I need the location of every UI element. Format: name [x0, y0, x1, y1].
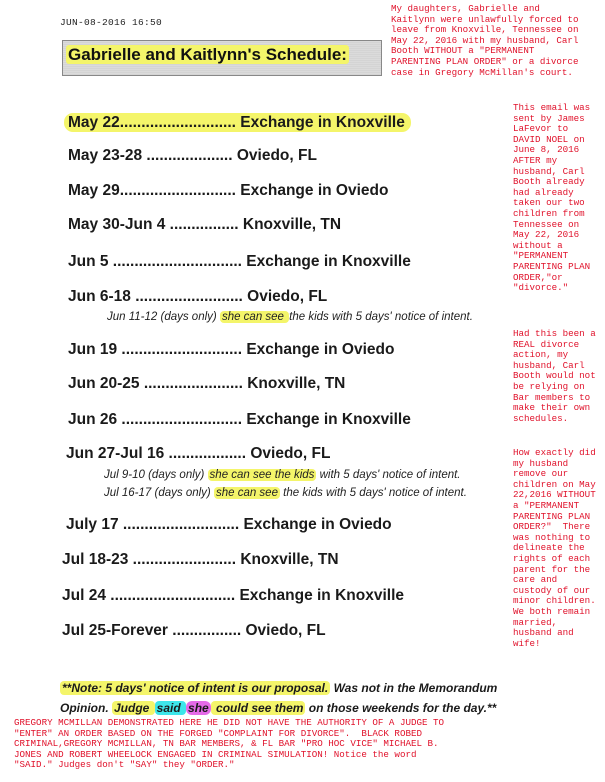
schedule-row: July 17 ........................... Exchange in Oviedo [66, 516, 392, 533]
schedule-row: Jun 20-25 ....................... Knoxville, TN [68, 375, 346, 392]
fax-header: JUN-08-2016 16:50 [60, 17, 163, 28]
schedule-row: Jun 5 .............................. Exchange in Knoxville [68, 253, 411, 270]
schedule-row: Jun 6-18 ......................... Oviedo, FL [68, 288, 328, 305]
schedule-row: Jun 26 ............................ Exchange in Knoxville [68, 411, 411, 428]
schedule-row: Jul 24 ............................. Exchange in Knoxville [62, 587, 404, 604]
schedule-row-highlight: May 22........................... Exchange in Knoxville [64, 113, 411, 132]
schedule-row: Jul 18-23 ........................ Knoxville, TN [62, 551, 339, 568]
annotation-bottom: GREGORY MCMILLAN DEMONSTRATED HERE HE DID NOT HAVE THE AUTHORITY OF A JUDGE TO "ENTER" AN ORDER BASED ON THE FORGED "COMPLAINT FOR DIVORCE". BLACK ROBED CRIMINAL,GREGORY MCMILLAN, TN BAR MEMBERS, & FL BAR "PRO HOC VICE" MICHAEL B. JONES AND ROBERT WHEELOCK ENGAGED IN CRIMINAL SIMULATION! Notice the word "SAID." Judges don't "SAY" they "ORDER." [14, 717, 445, 771]
schedule-note: Jul 16-17 (days only) she can see the kids with 5 days' notice of intent. [104, 487, 467, 499]
footnote-line-1: **Note: 5 days' notice of intent is our proposal. Was not in the Memorandum [62, 681, 498, 695]
annotation-side-3: How exactly did my husband remove our children on May 22,2016 WITHOUT a "PERMANENT PARENTING PLAN ORDER?" There was nothing to delineate the rights of each parent for the care and custody of our minor children. We both remain married, husband and wife! [513, 447, 596, 649]
schedule-row: Jul 25-Forever ................ Oviedo, FL [62, 622, 326, 639]
schedule-note: Jul 9-10 (days only) she can see the kids with 5 days' notice of intent. [104, 469, 461, 481]
page-title [66, 45, 349, 65]
schedule-row: May 30-Jun 4 ................ Knoxville, TN [68, 216, 342, 233]
annotation-side-1: This email was sent by James LaFevor to DAVID NOEL on June 8, 2016 AFTER my husband, Carl Booth already had already taken our two children from Tennessee on May 22, 2016 without a "PERMANENT PARENTING PLAN ORDER,"or "divorce." [513, 102, 591, 294]
annotation-side-2: Had this been a REAL divorce action, my husband, Carl Booth would not be relying on Bar members to make their own schedules. [513, 328, 596, 424]
annotation-top: My daughters, Gabrielle and Kaitlynn were unlawfully forced to leave from Knoxville, Tennessee on May 22, 2016 with my husband, Carl Booth WITHOUT a "PERMANENT PARENTING PLAN ORDER" or a divorce case in Gregory McMillan's court. [391, 3, 579, 78]
schedule-row: Jun 27-Jul 16 .................. Oviedo, FL [66, 445, 331, 462]
schedule-row: Jun 19 ............................ Exchange in Oviedo [68, 341, 395, 358]
footnote-line-2: Opinion. Judge said she could see them on those weekends for the day.** [60, 701, 497, 715]
schedule-row: May 23-28 .................... Oviedo, FL [68, 147, 317, 164]
schedule-row: May 29........................... Exchange in Oviedo [68, 182, 389, 199]
schedule-row [68, 114, 411, 132]
schedule-note: Jun 11-12 (days only) she can see the kids with 5 days' notice of intent. [107, 311, 473, 323]
page-title-text: Gabrielle and Kaitlynn's Schedule: [68, 45, 347, 64]
